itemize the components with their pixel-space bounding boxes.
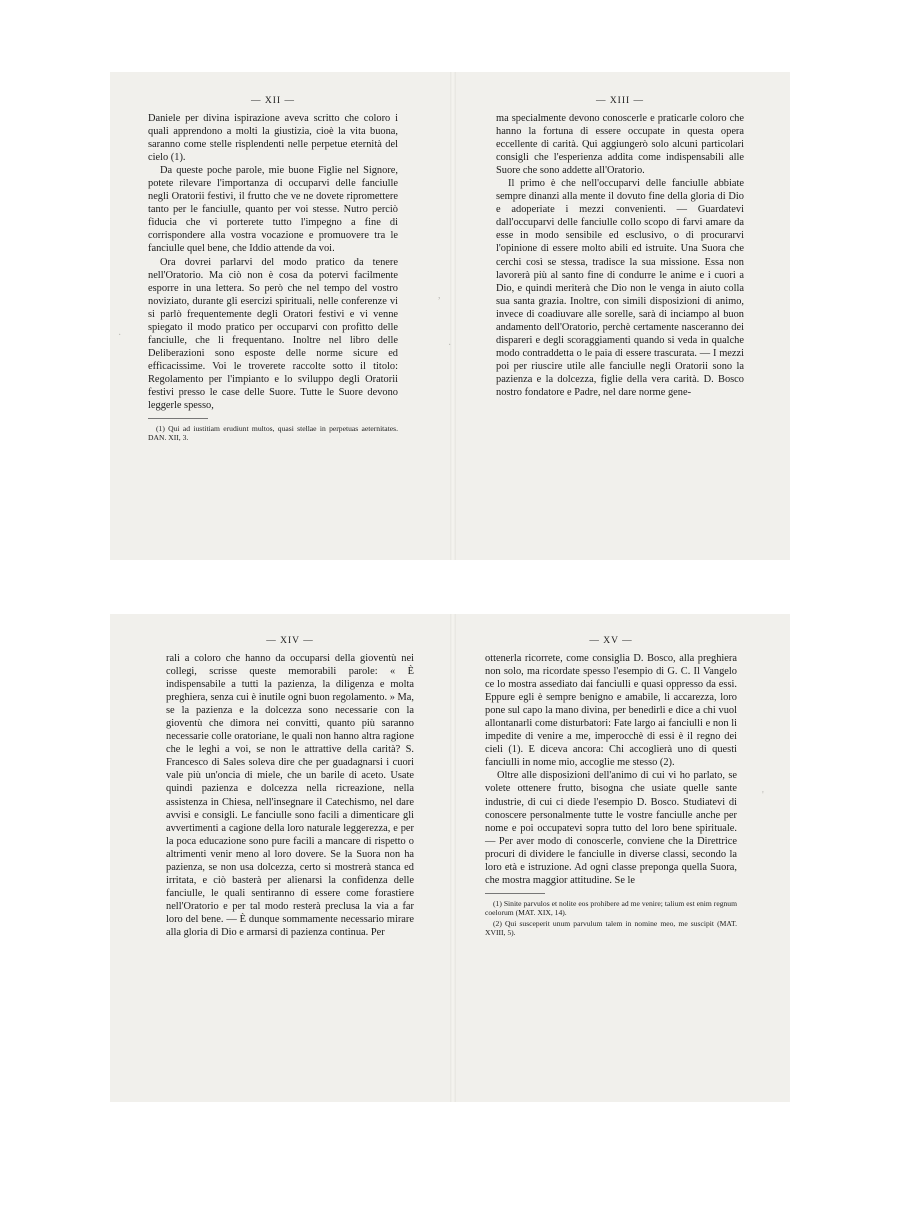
footnote: (1) Qui ad iustitiam erudiunt multos, quasi stellae in perpetuas aeternitates. DAN. XII, 3.	[148, 424, 398, 443]
paragraph: Oltre alle disposizioni dell'animo di cui vi ho parlato, se volete ottenere frutto, bisogna che usiate quelle sante industrie, di cui ci diede l'esempio D. Bosco. Studiatevi di conoscere personalmente tutte le vostre fanciulle anche per nome e poi occupatevi sopra tutto del loro bene spirituale. — Per aver modo di conoscerle, conviene che la Direttrice procuri di dividere le fanciulle in diverse classi, secondo la loro età e istruzione. Ad ogni classe preponga quella Suora, che mostra maggior attitudine. Se le	[485, 770, 737, 886]
page-number: — XIII —	[595, 96, 645, 106]
speck-mark: ·	[118, 330, 122, 341]
speck-mark: '	[762, 790, 764, 801]
page-body	[166, 652, 414, 939]
page-number: — XV —	[589, 636, 633, 646]
speck-mark: ,	[438, 290, 441, 301]
footnote: (1) Sinite parvulos et nolite eos prohibere ad me venire; talium est enim regnum coelorum (MAT. XIX, 14).	[485, 898, 737, 918]
footnote-rule	[148, 418, 208, 419]
paragraph: Ora dovrei parlarvi del modo pratico da tenere nell'Oratorio. Ma ciò non è cosa da potervi facilmente esporre in una lettera. So però che nel tempo del vostro noviziato, durante gli esercizi spirituali, nelle conferenze vi si parlò frequentemente degli Oratori festivi e vi venne spiegato il modo pratico per occuparvi con profitto delle fanciulle, che li frequentano. Inoltre nel libro delle Deliberazioni sono esposte delle norme sicure ed efficacissime. Voi le troverete raccolte sotto il titolo: Regolamento per l'impianto e lo sviluppo degli Oratorii festivi presso le case delle Suore. Tutte le Suore devono leggerle spesso,	[148, 256, 398, 412]
page-body	[485, 652, 737, 887]
paragraph: Daniele per divina ispirazione aveva scritto che coloro i quali apprendono a molti la giustizia, cioè la vita buona, saranno come stelle risplendenti nelle perpetue eternità del cielo (1).	[148, 113, 398, 164]
page-number: — XII —	[251, 96, 295, 106]
page-body	[496, 112, 744, 399]
paragraph: ottenerla ricorrete, come consiglia D. Bosco, alla preghiera non solo, ma ricordate spesso l'esempio di G. C. Il Vangelo ce lo mostra assediato dai fanciulli e quasi oppresso da essi. Eppure egli è sempre benigno e amabile, li accarezza, loro pone sul capo la mano divina, per benedirli e dice a chi vuol allontanarli come disturbatori: Fate largo ai fanciulli e non li impedite di venire a me, imperocchè di essi è il regno dei cieli (1). E diceva ancora: Chi accoglierà uno di questi fanciulli in nome mio, accoglie me stesso (2).	[485, 653, 737, 769]
page-xiv	[166, 634, 414, 939]
page-fold	[450, 614, 456, 1102]
footnote-rule	[485, 893, 545, 894]
page-xii	[148, 94, 398, 444]
page-body	[148, 112, 398, 412]
paragraph: Il primo è che nell'occuparvi delle fanciulle abbiate sempre dinanzi alla mente il dovuto fine della gloria di Dio e adoperiate i mezzi convenienti. — Guardatevi dall'occuparvi delle fanciulle collo scopo di farvi amare da esse in modo sensibile ed esclusivo, o di procurarvi l'opinione di essere molto abili ed istruite. Una Suora che cerchi così se stessa, tradisce la sua missione. Essa non lavorerà più al santo fine di condurre le anime e i cuori a Dio, e quindi meriterà che Dio non le venga in aiuto colla sua santa grazia. Inoltre, con simili disposizioni di animo, invece di coadiuvare alle sorelle, sarà di inciampo al buon andamento dell'Oratorio, perchè certamente nasceranno dei dispareri e degli scoraggiamenti quando si veda in qualche modo contraddetta o le paia di essere trascurata. — I mezzi poi per riuscire utile alle fanciulle negli Oratorii sono la pazienza e la dolcezza, figlie della vera carità. D. Bosco nostro fondatore e Padre, nel dare norme gene-	[496, 178, 744, 398]
page-fold	[450, 72, 456, 560]
speck-mark: ·	[448, 340, 452, 351]
footnotes	[148, 424, 398, 443]
page-xiii	[496, 94, 744, 399]
paragraph: rali a coloro che hanno da occuparsi della gioventù nei collegi, scrisse queste memorabili parole: « È indispensabile a tutti la pazienza, la diligenza e molta preghiera, senza cui è inutile ogni buon regolamento. » Ma, se la pazienza e la dolcezza sono necessarie con la gioventù che dimora nei convitti, quanto più saranno necessarie colle oratoriane, le quali non hanno altra ragione che le leghi a voi, se non le attrattive della carità? S. Francesco di Sales soleva dire che per guadagnarsi i cuori vale più un'oncia di miele, che un barile di aceto. Usate quindi pazienza e dolcezza nella ricreazione, nella assistenza in Chiesa, nell'insegnare il Catechismo, nel dare avvisi e consigli. Le fanciulle sono facili a dimenticare gli avvertimenti a cagione della loro naturale leggerezza, e per la poca educazione sono pure facili a mancare di rispetto o altrimenti venir meno al loro dovere. Se la Suora non ha pazienza, se non usa dolcezza, certo si mostrerà stanca ed irritata, e ciò basterà per alienarsi la confidenza delle fanciulle, le quali sentiranno di essere come forastiere nell'Oratorio e per tal modo resterà preclusa la via a far loro del bene. — È dunque sommamente necessario mirare alla gloria di Dio e armarsi di pazienza continua. Per	[166, 653, 414, 938]
footnote: (2) Qui susceperit unum parvulum talem in nomine meo, me suscipit (MAT. XVIII, 5).	[485, 918, 737, 938]
page-number: — XIV —	[266, 636, 314, 646]
paragraph: ma specialmente devono conoscerle e praticarle coloro che hanno la fortuna di essere occupate in questa opera eccellente di carità. Qui aggiungerò solo alcuni particolari consigli che l'esperienza addita come indispensabili alle Suore che sono addette all'Oratorio.	[496, 113, 744, 177]
footnotes	[485, 899, 737, 938]
page-xv	[485, 634, 737, 938]
paragraph: Da queste poche parole, mie buone Figlie nel Signore, potete rilevare l'importanza di occuparvi delle fanciulle negli Oratorii festivi, il frutto che ve ne dovete ripromettere tanto per le fanciulle, quanto per voi stesse. Nutro perciò fiducia che vi porterete tutto l'impegno a fine di corrispondere alla vostra vocazione e promuovere tra le fanciulle quel bene, che Iddio attende da voi.	[148, 165, 398, 255]
